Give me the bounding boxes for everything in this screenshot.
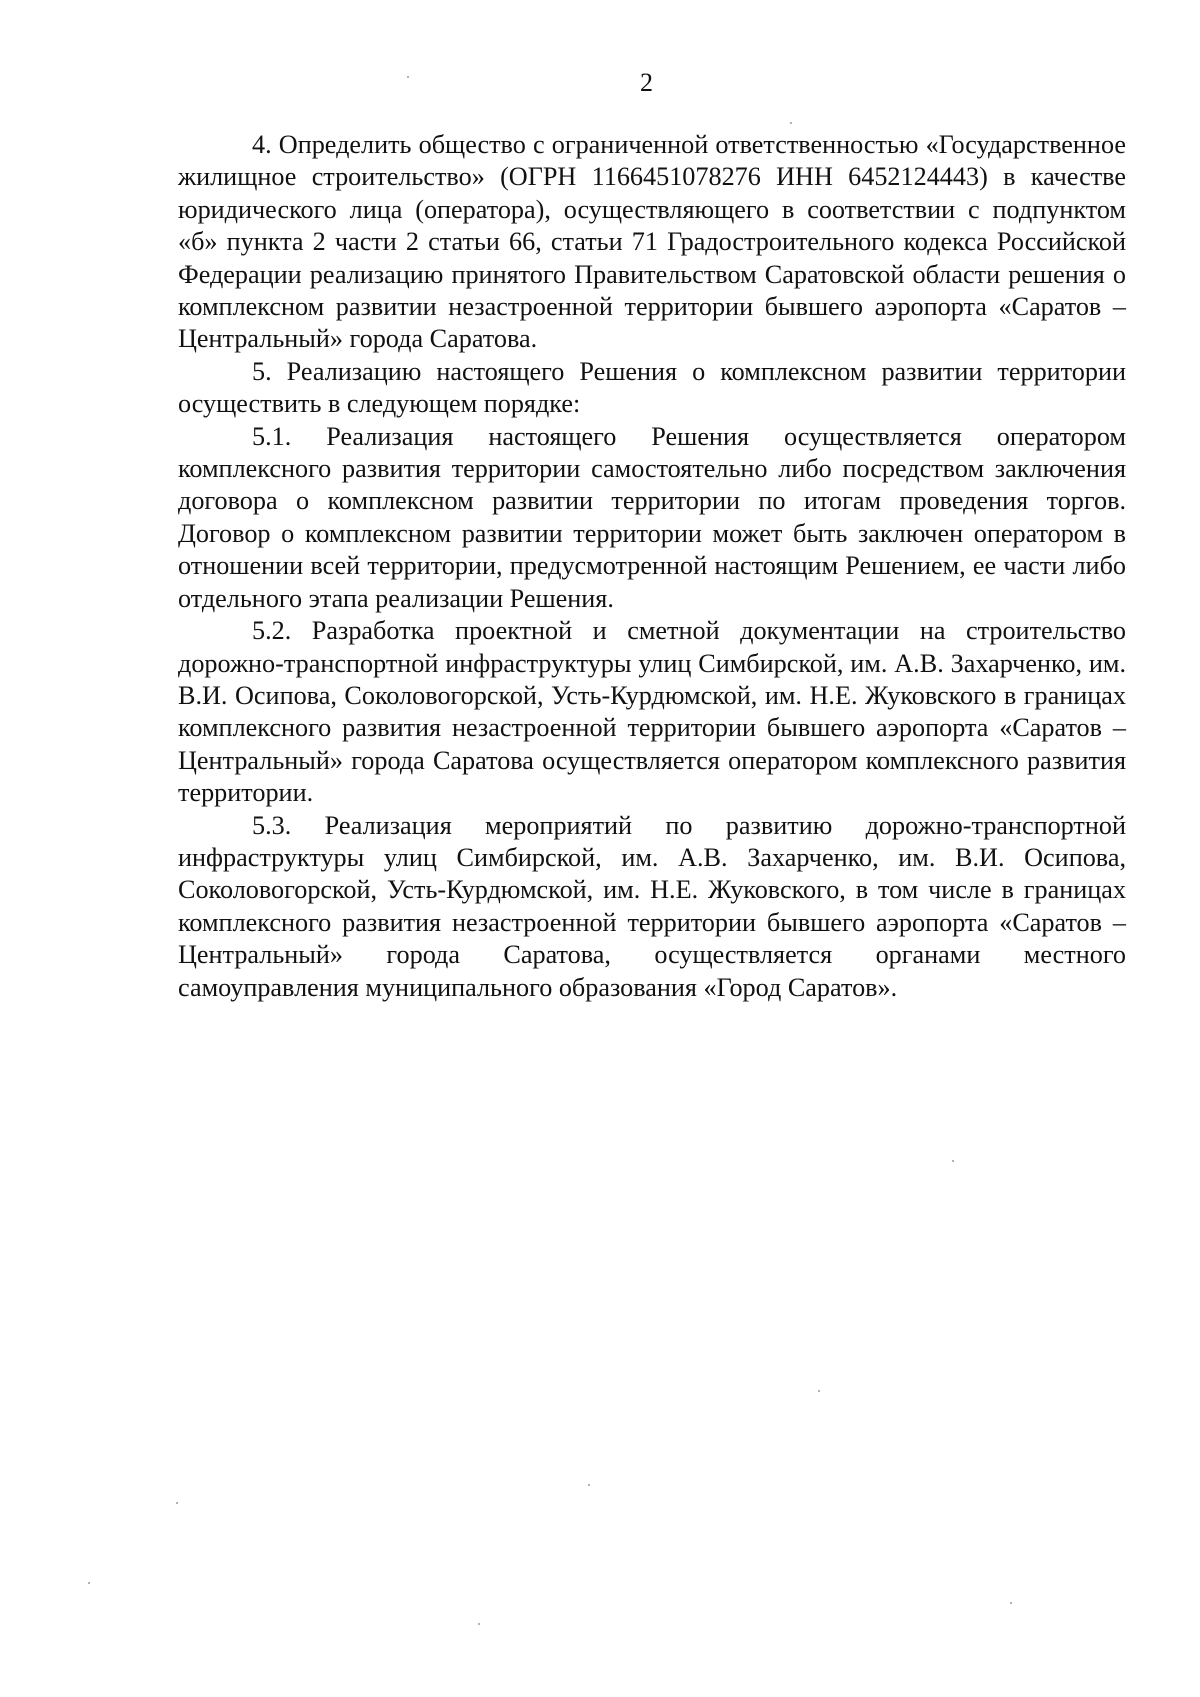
paragraph-5-1: 5.1. Реализация настоящего Решения осуществляется оператором комплексного развития территории самостоятельно либо посредством заключения договора о комплексном развитии территории по итогам проведения торгов. Договор о комплексном развитии территории может быть заключен оператором в отношении всей территории, предусмотренной настоящим Решением, ее части либо отдельного этапа реализации Решения. [178, 421, 1126, 613]
paragraph-5: 5. Реализацию настоящего Решения о комплексном развитии территории осуществить в следующем порядке: [178, 356, 1126, 419]
scan-speck [176, 1502, 178, 1504]
scan-speck [88, 1582, 90, 1584]
scan-speck [790, 122, 792, 124]
page-number: 2 [640, 68, 653, 97]
scan-speck [407, 76, 409, 78]
paragraph-5-3: 5.3. Реализация мероприятий по развитию дорожно-транспортной инфраструктуры улиц Симбирской, им. А.В. Захарченко, им. В.И. Осипова, Соколовогорской, Усть-Курдюмской, им. Н.Е. Жуковского, в том числе в границах комплексного развития незастроенной территории бывшего аэропорта «Саратов – Центральный» города Саратова, осуществляется органами местного самоуправления муниципального образования «Город Саратов». [178, 810, 1126, 1002]
scan-speck [478, 1623, 480, 1625]
scan-speck [818, 1390, 820, 1392]
scan-speck [952, 1160, 954, 1162]
document-body [178, 129, 1126, 1004]
scan-speck [1010, 1602, 1012, 1604]
scan-speck [588, 1484, 590, 1486]
paragraph-4: 4. Определить общество с ограниченной ответственностью «Государственное жилищное строительство» (ОГРН 1166451078276 ИНН 6452124443) в качестве юридического лица (оператора), осуществляющего в соответствии с подпунктом «б» пункта 2 части 2 статьи 66, статьи 71 Градостроительного кодекса Российской Федерации реализацию принятого Правительством Саратовской области решения о комплексном развитии незастроенной территории бывшего аэропорта «Саратов – Центральный» города Саратова. [178, 130, 1126, 354]
paragraph-5-2: 5.2. Разработка проектной и сметной документации на строительство дорожно-транспортной инфраструктуры улиц Симбирской, им. А.В. Захарченко, им. В.И. Осипова, Соколовогорской, Усть-Курдюмской, им. Н.Е. Жуковского в границах комплексного развития незастроенной территории бывшего аэропорта «Саратов – Центральный» города Саратова осуществляется оператором комплексного развития территории. [178, 616, 1126, 808]
